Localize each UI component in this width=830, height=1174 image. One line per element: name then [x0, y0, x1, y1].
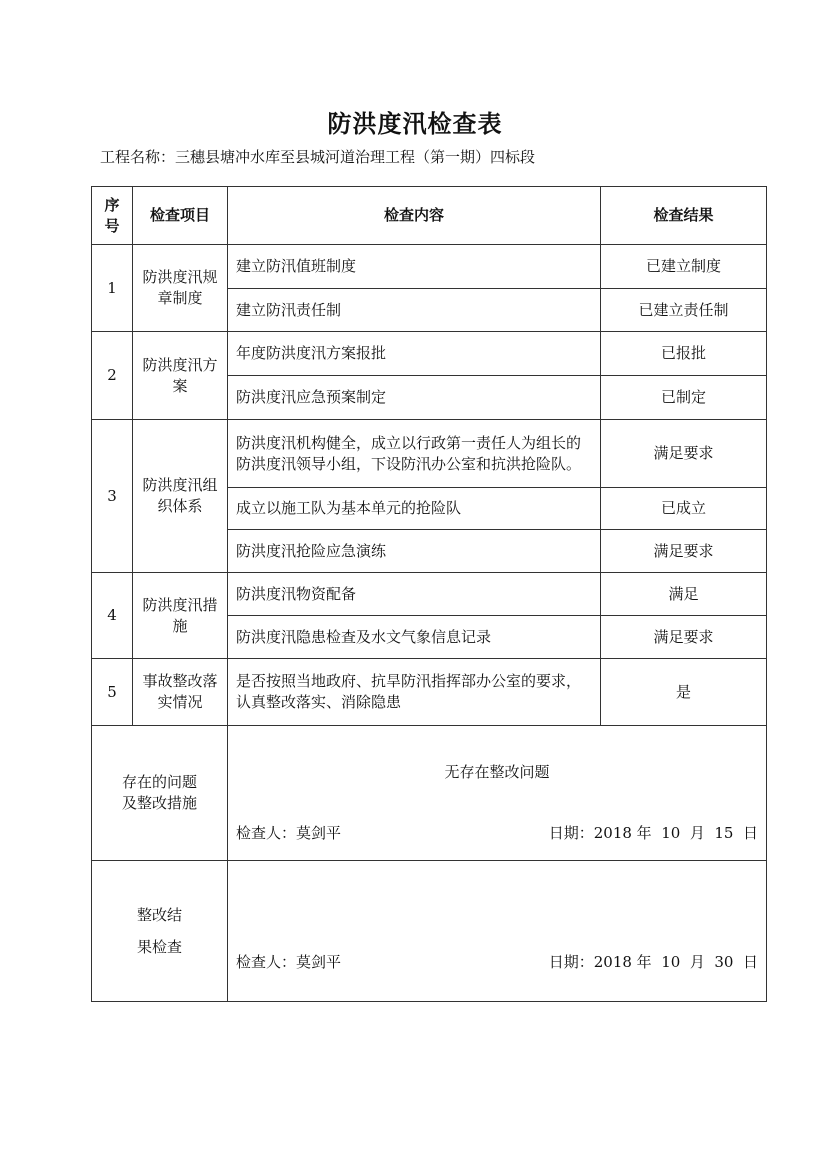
review-row — [92, 861, 767, 1002]
check-result: 满足要求 — [601, 616, 767, 659]
check-content: 成立以施工队为基本单元的抢险队 — [228, 488, 601, 530]
project-name-line — [100, 146, 535, 167]
issues-signature — [236, 823, 758, 844]
check-result: 已建立责任制 — [601, 289, 767, 332]
check-content: 防洪度汛隐患检查及水文气象信息记录 — [228, 616, 601, 659]
check-content: 建立防汛值班制度 — [228, 245, 601, 289]
section-item: 防洪度汛组织体系 — [133, 420, 228, 573]
issues-text: 无存在整改问题 — [444, 763, 550, 781]
check-result: 已制定 — [601, 376, 767, 420]
issues-date: 日期：2018 年 10 月 15 日 — [548, 824, 758, 842]
check-result: 已报批 — [601, 332, 767, 376]
check-content: 年度防洪度汛方案报批 — [228, 332, 601, 376]
section-no: 5 — [92, 659, 133, 726]
check-content: 防洪度汛应急预案制定 — [228, 376, 601, 420]
page-title: 防洪度汛检查表 — [327, 109, 503, 138]
table-row — [92, 573, 767, 616]
section-no: 1 — [92, 245, 133, 332]
table-row — [92, 245, 767, 289]
table-row — [92, 332, 767, 376]
check-content: 防洪度汛抢险应急演练 — [228, 530, 601, 573]
project-label: 工程名称： — [100, 148, 176, 166]
check-result: 已建立制度 — [601, 245, 767, 289]
section-item: 防洪度汛方案 — [133, 332, 228, 420]
review-date: 日期：2018 年 10 月 30 日 — [548, 953, 758, 971]
header-content: 检查内容 — [228, 187, 601, 245]
section-no: 2 — [92, 332, 133, 420]
check-content: 建立防汛责任制 — [228, 289, 601, 332]
project-name: 三穗县塘冲水库至县城河道治理工程（第一期）四标段 — [175, 148, 536, 166]
header-row — [92, 187, 767, 245]
review-inspector: 检查人：莫剑平 — [236, 953, 342, 971]
header-item: 检查项目 — [133, 187, 228, 245]
check-content: 是否按照当地政府、抗旱防汛指挥部办公室的要求，认真整改落实、消除隐患 — [228, 659, 601, 726]
section-item: 防洪度汛措施 — [133, 573, 228, 659]
check-content: 防洪度汛机构健全，成立以行政第一责任人为组长的防洪度汛领导小组，下设防汛办公室和抗洪抢险队。 — [228, 420, 601, 488]
inspection-table — [91, 186, 767, 1002]
issues-row — [92, 726, 767, 861]
table-row — [92, 659, 767, 726]
section-no: 4 — [92, 573, 133, 659]
check-result: 已成立 — [601, 488, 767, 530]
section-item: 防洪度汛规章制度 — [133, 245, 228, 332]
issues-label: 存在的问题及整改措施 — [92, 726, 228, 861]
table-row — [92, 420, 767, 488]
issues-cell — [228, 726, 767, 861]
check-result: 满足要求 — [601, 420, 767, 488]
header-result: 检查结果 — [601, 187, 767, 245]
check-content: 防洪度汛物资配备 — [228, 573, 601, 616]
section-no: 3 — [92, 420, 133, 573]
section-item: 事故整改落实情况 — [133, 659, 228, 726]
review-cell — [228, 861, 767, 1002]
review-signature — [236, 952, 758, 973]
issues-inspector: 检查人：莫剑平 — [236, 824, 342, 842]
check-result: 满足 — [601, 573, 767, 616]
review-label: 整改结果检查 — [92, 861, 228, 1002]
check-result: 满足要求 — [601, 530, 767, 573]
check-result: 是 — [601, 659, 767, 726]
header-no: 序号 — [92, 187, 133, 245]
